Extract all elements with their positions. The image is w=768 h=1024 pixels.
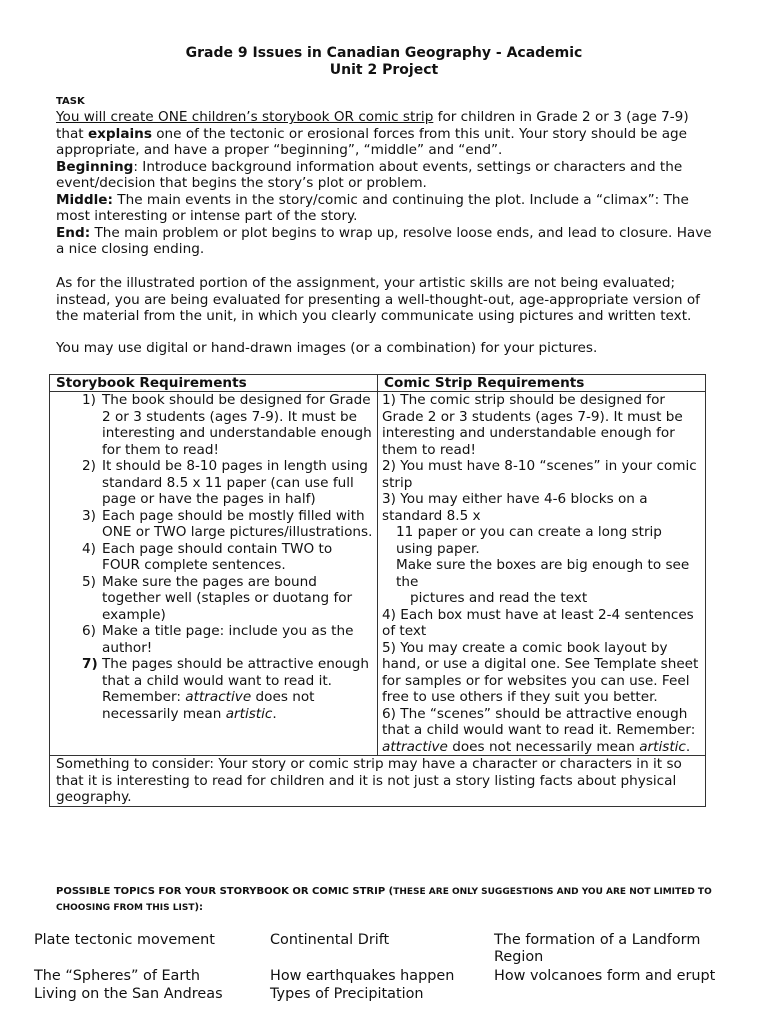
list-number: 7)	[82, 656, 98, 672]
beginning-text: : Introduce background information about events, settings or characters and the event/decision that begins the story’s plot or problem.	[56, 158, 683, 191]
topic-item: Plate tectonic movement	[34, 932, 215, 948]
table-row	[50, 756, 706, 807]
list-number: 4)	[82, 540, 96, 557]
storybook-cell	[50, 392, 378, 756]
topic-item: Living on the San Andreas	[34, 986, 223, 1002]
storybook-list	[54, 392, 373, 656]
table-header-row	[50, 375, 706, 392]
task-label: TASK	[56, 96, 85, 107]
list-item	[54, 458, 373, 508]
list-item	[54, 656, 373, 722]
topic-item: How earthquakes happen	[270, 968, 455, 984]
comic-item-6-italic-b: artistic	[639, 738, 686, 755]
task-intro-text-2: one of the tectonic or erosional forces from this unit. Your story should be age appropriate, and have a proper “beginning”, “middle” and “end”.	[56, 125, 688, 158]
item7-text-b: does not necessarily mean	[102, 689, 315, 722]
list-item	[54, 392, 373, 458]
comic-item-6-text-a: 6) The “scenes” should be attractive enough that a child would want to read it. Remember:	[382, 705, 696, 738]
comic-item-3d: pictures and read the text	[410, 590, 588, 606]
topics-heading	[56, 884, 736, 916]
topic-item: Types of Precipitation	[270, 986, 424, 1002]
topic-item: The formation of a Landform Region	[494, 932, 701, 965]
table-row	[50, 392, 706, 756]
topics-heading-note: THESE ARE ONLY SUGGESTIONS AND YOU ARE NOT LIMITED TO CHOOSING FROM THIS LIST	[56, 887, 712, 913]
consider-note: Something to consider: Your story or comic strip may have a character or characters in it so that it is interesting to read for children and it is not just a story listing facts about physical geography.	[50, 756, 706, 807]
list-number: 2)	[82, 458, 96, 474]
end-label: End:	[56, 224, 91, 241]
list-item-text: Make a title page: include you as the author!	[102, 623, 354, 656]
item7-text-a: The pages should be attractive enough that a child would want to read it. Remember:	[102, 656, 370, 705]
list-item	[54, 623, 373, 656]
comic-item-5: 5) You may create a comic book layout by hand, or use a digital one. See Template sheet for samples or for websites you can use. Feel free to use others if they suit you better.	[382, 639, 699, 705]
document-title: Grade 9 Issues in Canadian Geography - Academic	[185, 45, 583, 61]
comic-item-3: 3) You may either have 4-6 blocks on a standard 8.5 x	[382, 491, 648, 524]
item7-italic-a: attractive	[185, 689, 252, 705]
list-item	[54, 574, 373, 624]
digital-paragraph: You may use digital or hand-drawn images (or a combination) for your pictures.	[56, 340, 598, 356]
document-subtitle: Unit 2 Project	[329, 62, 439, 78]
comic-item-6	[382, 706, 701, 756]
topics-heading-main: POSSIBLE TOPICS FOR YOUR STORYBOOK OR COMIC STRIP (	[56, 886, 394, 897]
task-description	[56, 109, 716, 258]
list-item	[54, 508, 373, 541]
requirements-table	[49, 374, 706, 807]
storybook-list-extra	[54, 656, 373, 722]
comic-item-3c: Make sure the boxes are big enough to see the	[396, 557, 690, 590]
list-item-text: Make sure the pages are bound together well (staples or duotang for example)	[102, 573, 353, 623]
list-number: 5)	[82, 573, 96, 590]
comic-cell	[378, 392, 706, 756]
beginning-label: Beginning	[56, 158, 134, 175]
list-item-text: It should be 8-10 pages in length using standard 8.5 x 11 paper (can use full page or have the pages in half)	[102, 458, 368, 507]
list-item	[54, 541, 373, 574]
comic-item-6-text-b: does not necessarily mean	[447, 738, 640, 755]
comic-item-4: 4) Each box must have at least 2-4 sentences of text	[382, 606, 694, 639]
list-item-text: The book should be designed for Grade 2 or 3 students (ages 7-9). It must be interesting and understandable enough for them to read!	[102, 392, 372, 458]
list-number: 3)	[82, 507, 96, 524]
task-intro-text-1: for children in Grade 2 or 3 (age 7-9) that	[56, 109, 689, 142]
illustrated-paragraph: As for the illustrated portion of the assignment, your artistic skills are not being evaluated; instead, you are being evaluated for presenting a well-thought-out, age-appropriate version of the material from the unit, in which you clearly communicate using pictures and written text.	[56, 275, 700, 324]
list-item-text: Each page should be mostly filled with ONE or TWO large pictures/illustrations.	[102, 507, 373, 540]
task-intro-bold: explains	[87, 125, 152, 142]
comic-item-1: 1) The comic strip should be designed for Grade 2 or 3 students (ages 7-9). It must be interesting and understandable enough for them to read!	[382, 392, 683, 458]
topic-item: The “Spheres” of Earth	[34, 968, 201, 984]
item7-text-c: .	[272, 705, 277, 722]
comic-item-3b: 11 paper or you can create a long strip using paper.	[396, 524, 662, 557]
comic-item-6-italic-a: attractive	[382, 738, 448, 755]
topic-item: Continental Drift	[270, 932, 390, 948]
comic-header: Comic Strip Requirements	[378, 375, 706, 392]
end-text: The main problem or plot begins to wrap up, resolve loose ends, and lead to closure. Have a nice closing ending.	[56, 224, 712, 257]
item7-italic-b: artistic	[225, 705, 273, 722]
middle-text: The main events in the story/comic and continuing the plot. Include a “climax”: The most interesting or intense part of the story.	[56, 191, 689, 224]
list-item-text: Each page should contain TWO to FOUR complete sentences.	[102, 540, 333, 573]
list-number: 6)	[82, 623, 96, 639]
topic-item: How volcanoes form and erupt	[494, 968, 716, 984]
comic-item-6-text-c: .	[685, 738, 691, 755]
storybook-header: Storybook Requirements	[50, 375, 378, 392]
comic-item-2: 2) You must have 8-10 “scenes” in your comic strip	[382, 458, 697, 491]
topics-heading-end: ):	[194, 902, 204, 913]
list-number: 1)	[82, 392, 96, 408]
middle-label: Middle:	[56, 191, 113, 208]
task-intro-underlined: You will create ONE children’s storybook OR comic strip	[56, 109, 434, 125]
